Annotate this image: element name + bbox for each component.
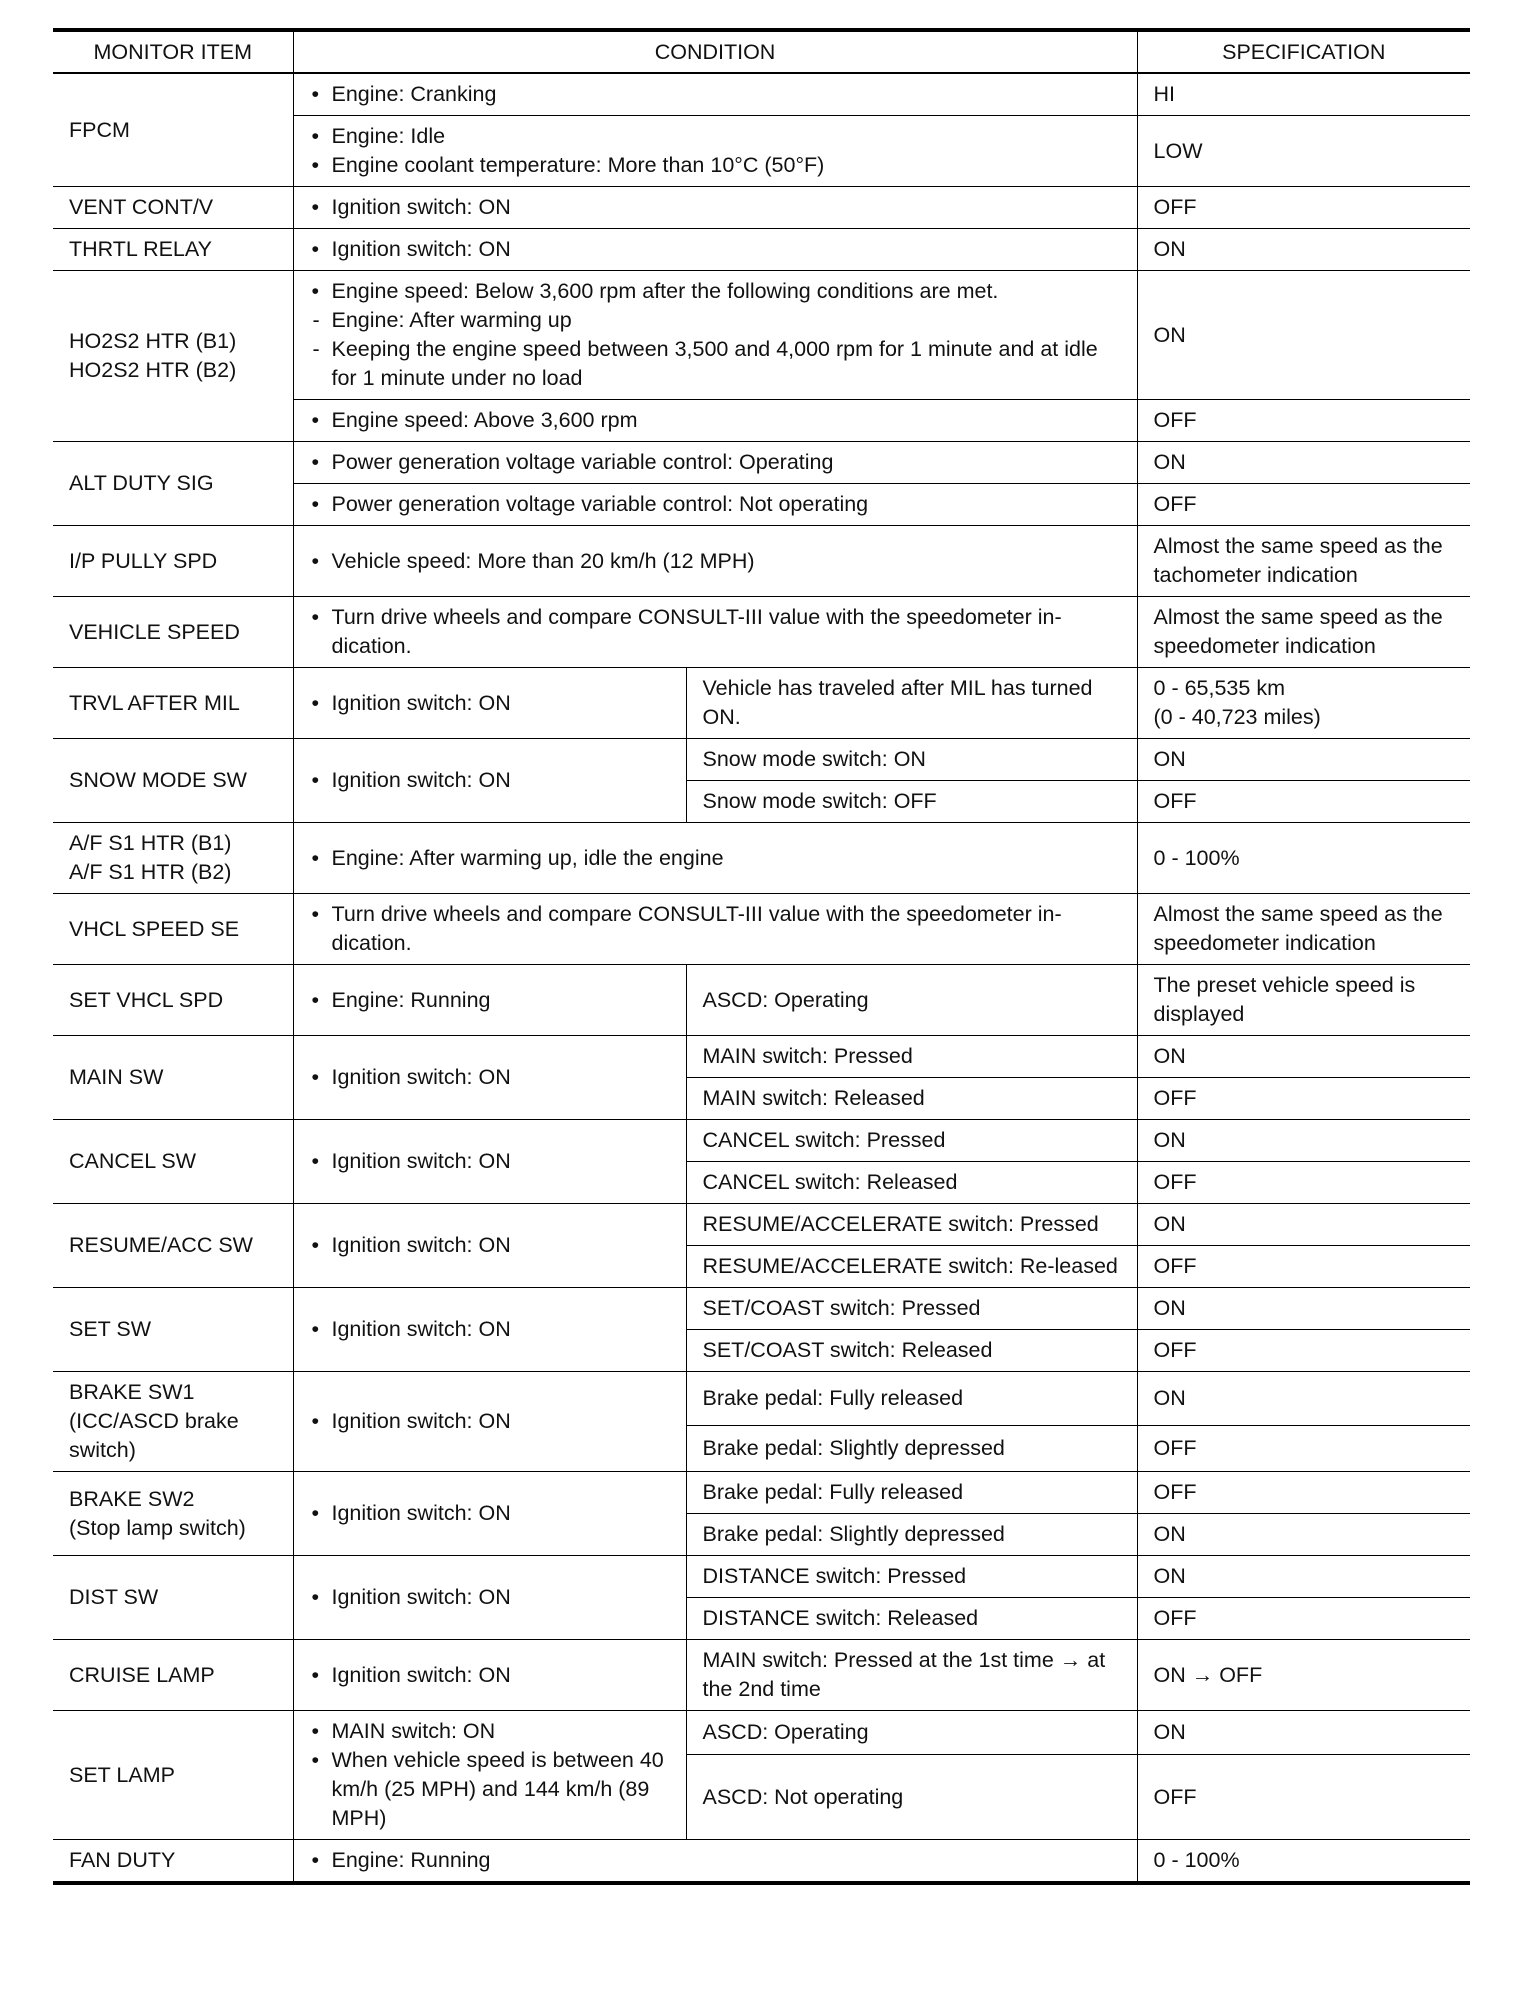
table-row xyxy=(53,526,1470,597)
monitor-item-cell xyxy=(53,1372,293,1472)
sub-condition-cell: MAIN switch: Pressed xyxy=(686,1036,1137,1078)
condition-cell xyxy=(293,1204,686,1288)
table-row xyxy=(53,229,1470,271)
condition-bullet: • Ignition switch: ON xyxy=(310,766,672,795)
condition-dash: - Engine: After warming up xyxy=(310,306,1123,335)
monitor-item-cell xyxy=(53,823,293,894)
sub-condition-cell: DISTANCE switch: Pressed xyxy=(686,1556,1137,1598)
condition-cell xyxy=(293,271,1137,400)
spec-line: (0 - 40,723 miles) xyxy=(1153,705,1321,729)
table-row xyxy=(53,1036,1470,1078)
condition-bullet: • Power generation voltage variable control: Not operating xyxy=(310,490,1123,519)
header-condition: CONDITION xyxy=(293,30,1137,73)
condition-bullet: • Ignition switch: ON xyxy=(310,1147,672,1176)
condition-bullet: • Ignition switch: ON xyxy=(310,1407,672,1436)
monitor-item-cell xyxy=(53,271,293,442)
spec-cell: ON xyxy=(1137,1036,1470,1078)
condition-cell xyxy=(293,1120,686,1204)
sub-condition-cell: Brake pedal: Fully released xyxy=(686,1372,1137,1426)
condition-bullet: • Engine coolant temperature: More than 10°C (50°F) xyxy=(310,151,1123,180)
sub-condition-cell: ASCD: Operating xyxy=(686,1711,1137,1755)
spec-cell: ON xyxy=(1137,1711,1470,1755)
monitor-spec-sheet xyxy=(53,28,1470,1885)
monitor-item-cell: CRUISE LAMP xyxy=(53,1640,293,1711)
condition-bullet: • Ignition switch: ON xyxy=(310,1063,672,1092)
sub-condition-cell: MAIN switch: Released xyxy=(686,1078,1137,1120)
table-row xyxy=(53,823,1470,894)
spec-cell: OFF xyxy=(1137,1755,1470,1840)
condition-bullet: • Engine speed: Below 3,600 rpm after the following conditions are met. xyxy=(310,277,1123,306)
condition-bullet: • Ignition switch: ON xyxy=(310,193,1123,222)
table-row xyxy=(53,597,1470,668)
sub-condition-cell: RESUME/ACCELERATE switch: Re-leased xyxy=(686,1246,1137,1288)
sub-condition-cell: ASCD: Not operating xyxy=(686,1755,1137,1840)
table-row xyxy=(53,1556,1470,1598)
condition-bullet: • Engine speed: Above 3,600 rpm xyxy=(310,406,1123,435)
condition-bullet: • Ignition switch: ON xyxy=(310,1583,672,1612)
condition-bullet: • Vehicle speed: More than 20 km/h (12 MPH) xyxy=(310,547,1123,576)
table-row xyxy=(53,1288,1470,1330)
monitor-item-cell xyxy=(53,1472,293,1556)
spec-cell: ON xyxy=(1137,1120,1470,1162)
table-row xyxy=(53,73,1470,116)
spec-line: 0 - 65,535 km xyxy=(1153,676,1285,700)
table-row xyxy=(53,1472,1470,1514)
table-row xyxy=(53,271,1470,400)
spec-cell: Almost the same speed as the speedometer indication xyxy=(1137,597,1470,668)
sub-condition-cell: SET/COAST switch: Released xyxy=(686,1330,1137,1372)
monitor-item-line: A/F S1 HTR (B1) xyxy=(69,831,232,855)
monitor-item-line: BRAKE SW2 xyxy=(69,1486,195,1511)
spec-cell xyxy=(1137,668,1470,739)
table-row xyxy=(53,1372,1470,1426)
table-row xyxy=(53,668,1470,739)
condition-bullet: • MAIN switch: ON xyxy=(310,1717,672,1746)
condition-bullet: • Ignition switch: ON xyxy=(310,689,672,718)
sub-condition-cell: ASCD: Operating xyxy=(686,965,1137,1036)
spec-cell: HI xyxy=(1137,73,1470,116)
table-row xyxy=(53,1840,1470,1884)
spec-cell: OFF xyxy=(1137,1598,1470,1640)
sub-condition-cell: CANCEL switch: Released xyxy=(686,1162,1137,1204)
table-row xyxy=(53,1204,1470,1246)
sub-condition-cell: Snow mode switch: ON xyxy=(686,739,1137,781)
spec-cell: The preset vehicle speed is displayed xyxy=(1137,965,1470,1036)
condition-cell xyxy=(293,1036,686,1120)
condition-cell xyxy=(293,739,686,823)
spec-cell: ON xyxy=(1137,1372,1470,1426)
spec-cell: 0 - 100% xyxy=(1137,1840,1470,1884)
monitor-item-line: HO2S2 HTR (B2) xyxy=(69,358,237,382)
sub-condition-cell: Snow mode switch: OFF xyxy=(686,781,1137,823)
monitor-spec-table xyxy=(53,28,1470,1885)
condition-cell xyxy=(293,526,1137,597)
spec-cell: ON xyxy=(1137,1556,1470,1598)
spec-cell: ON xyxy=(1137,1288,1470,1330)
condition-dash: - Keeping the engine speed between 3,500 and 4,000 rpm for 1 minute and at idle for 1 minute under no load xyxy=(310,335,1123,393)
spec-cell: 0 - 100% xyxy=(1137,823,1470,894)
condition-bullet: • Engine: Cranking xyxy=(310,80,1123,109)
spec-cell: OFF xyxy=(1137,400,1470,442)
sub-condition-cell: Brake pedal: Slightly depressed xyxy=(686,1514,1137,1556)
monitor-item-cell: VEHICLE SPEED xyxy=(53,597,293,668)
condition-cell xyxy=(293,116,1137,187)
monitor-item-cell: SET SW xyxy=(53,1288,293,1372)
condition-bullet: • Engine: Running xyxy=(310,1846,1123,1875)
monitor-item-cell: RESUME/ACC SW xyxy=(53,1204,293,1288)
condition-cell xyxy=(293,668,686,739)
table-row xyxy=(53,187,1470,229)
monitor-item-cell: VHCL SPEED SE xyxy=(53,894,293,965)
condition-cell xyxy=(293,73,1137,116)
monitor-item-cell: FPCM xyxy=(53,73,293,187)
condition-cell xyxy=(293,442,1137,484)
condition-cell xyxy=(293,400,1137,442)
condition-bullet: • Ignition switch: ON xyxy=(310,1231,672,1260)
spec-cell: OFF xyxy=(1137,1472,1470,1514)
table-row xyxy=(53,1640,1470,1711)
spec-cell: ON xyxy=(1137,739,1470,781)
spec-cell: OFF xyxy=(1137,1330,1470,1372)
sub-condition-cell: Brake pedal: Slightly depressed xyxy=(686,1426,1137,1472)
sub-condition-cell: DISTANCE switch: Released xyxy=(686,1598,1137,1640)
condition-cell xyxy=(293,1288,686,1372)
spec-cell: Almost the same speed as the speedometer indication xyxy=(1137,894,1470,965)
condition-cell xyxy=(293,187,1137,229)
table-row xyxy=(53,965,1470,1036)
table-row xyxy=(53,1120,1470,1162)
spec-cell: OFF xyxy=(1137,1078,1470,1120)
condition-cell xyxy=(293,894,1137,965)
table-row xyxy=(53,739,1470,781)
spec-cell: ON → OFF xyxy=(1137,1640,1470,1711)
monitor-item-cell: SET LAMP xyxy=(53,1711,293,1840)
monitor-item-line: HO2S2 HTR (B1) xyxy=(69,329,237,353)
monitor-item-line: (Stop lamp switch) xyxy=(69,1515,246,1540)
condition-cell xyxy=(293,965,686,1036)
monitor-item-line: BRAKE SW1 xyxy=(69,1380,195,1404)
condition-bullet: • Power generation voltage variable control: Operating xyxy=(310,448,1123,477)
spec-cell: OFF xyxy=(1137,781,1470,823)
condition-cell xyxy=(293,597,1137,668)
header-monitor-item: MONITOR ITEM xyxy=(53,30,293,73)
sub-condition-cell: Vehicle has traveled after MIL has turned ON. xyxy=(686,668,1137,739)
spec-cell: OFF xyxy=(1137,187,1470,229)
condition-cell xyxy=(293,823,1137,894)
sub-condition-cell: CANCEL switch: Pressed xyxy=(686,1120,1137,1162)
condition-bullet: • Ignition switch: ON xyxy=(310,1315,672,1344)
monitor-item-cell: ALT DUTY SIG xyxy=(53,442,293,526)
spec-cell: Almost the same speed as the tachometer indication xyxy=(1137,526,1470,597)
monitor-item-cell: CANCEL SW xyxy=(53,1120,293,1204)
monitor-item-line: A/F S1 HTR (B2) xyxy=(69,860,232,884)
header-specification: SPECIFICATION xyxy=(1137,30,1470,73)
monitor-item-cell: VENT CONT/V xyxy=(53,187,293,229)
spec-cell: ON xyxy=(1137,1204,1470,1246)
condition-bullet: • When vehicle speed is between 40 km/h (25 MPH) and 144 km/h (89 MPH) xyxy=(310,1746,672,1833)
monitor-item-cell: MAIN SW xyxy=(53,1036,293,1120)
condition-bullet: • Turn drive wheels and compare CONSULT-III value with the speedometer in-dication. xyxy=(310,603,1123,661)
sub-condition-cell: Brake pedal: Fully released xyxy=(686,1472,1137,1514)
monitor-item-cell: FAN DUTY xyxy=(53,1840,293,1884)
condition-bullet: • Engine: Idle xyxy=(310,122,1123,151)
condition-cell xyxy=(293,229,1137,271)
condition-cell xyxy=(293,484,1137,526)
table-row xyxy=(53,894,1470,965)
condition-bullet: • Turn drive wheels and compare CONSULT-III value with the speedometer in-dication. xyxy=(310,900,1123,958)
spec-cell: OFF xyxy=(1137,1162,1470,1204)
sub-condition-cell: MAIN switch: Pressed at the 1st time → at the 2nd time xyxy=(686,1640,1137,1711)
sub-condition-cell: RESUME/ACCELERATE switch: Pressed xyxy=(686,1204,1137,1246)
condition-cell xyxy=(293,1840,1137,1884)
monitor-item-cell: TRVL AFTER MIL xyxy=(53,668,293,739)
condition-cell xyxy=(293,1472,686,1556)
condition-cell xyxy=(293,1640,686,1711)
sub-condition-cell: SET/COAST switch: Pressed xyxy=(686,1288,1137,1330)
condition-cell xyxy=(293,1711,686,1840)
condition-bullet: • Engine: After warming up, idle the engine xyxy=(310,844,1123,873)
condition-bullet: • Ignition switch: ON xyxy=(310,1499,672,1528)
condition-bullet: • Ignition switch: ON xyxy=(310,1661,672,1690)
table-row xyxy=(53,1711,1470,1755)
monitor-item-cell: DIST SW xyxy=(53,1556,293,1640)
monitor-item-cell: I/P PULLY SPD xyxy=(53,526,293,597)
header-row xyxy=(53,30,1470,73)
monitor-item-line: (ICC/ASCD brake switch) xyxy=(69,1409,239,1462)
table-row xyxy=(53,442,1470,484)
spec-cell: ON xyxy=(1137,1514,1470,1556)
spec-cell: ON xyxy=(1137,442,1470,484)
spec-cell: OFF xyxy=(1137,1426,1470,1472)
condition-bullet: • Engine: Running xyxy=(310,986,672,1015)
condition-bullet: • Ignition switch: ON xyxy=(310,235,1123,264)
spec-cell: LOW xyxy=(1137,116,1470,187)
monitor-item-cell: SET VHCL SPD xyxy=(53,965,293,1036)
condition-cell xyxy=(293,1372,686,1472)
spec-cell: ON xyxy=(1137,271,1470,400)
condition-cell xyxy=(293,1556,686,1640)
monitor-item-cell: THRTL RELAY xyxy=(53,229,293,271)
spec-cell: OFF xyxy=(1137,484,1470,526)
spec-cell: OFF xyxy=(1137,1246,1470,1288)
spec-cell: ON xyxy=(1137,229,1470,271)
monitor-item-cell: SNOW MODE SW xyxy=(53,739,293,823)
